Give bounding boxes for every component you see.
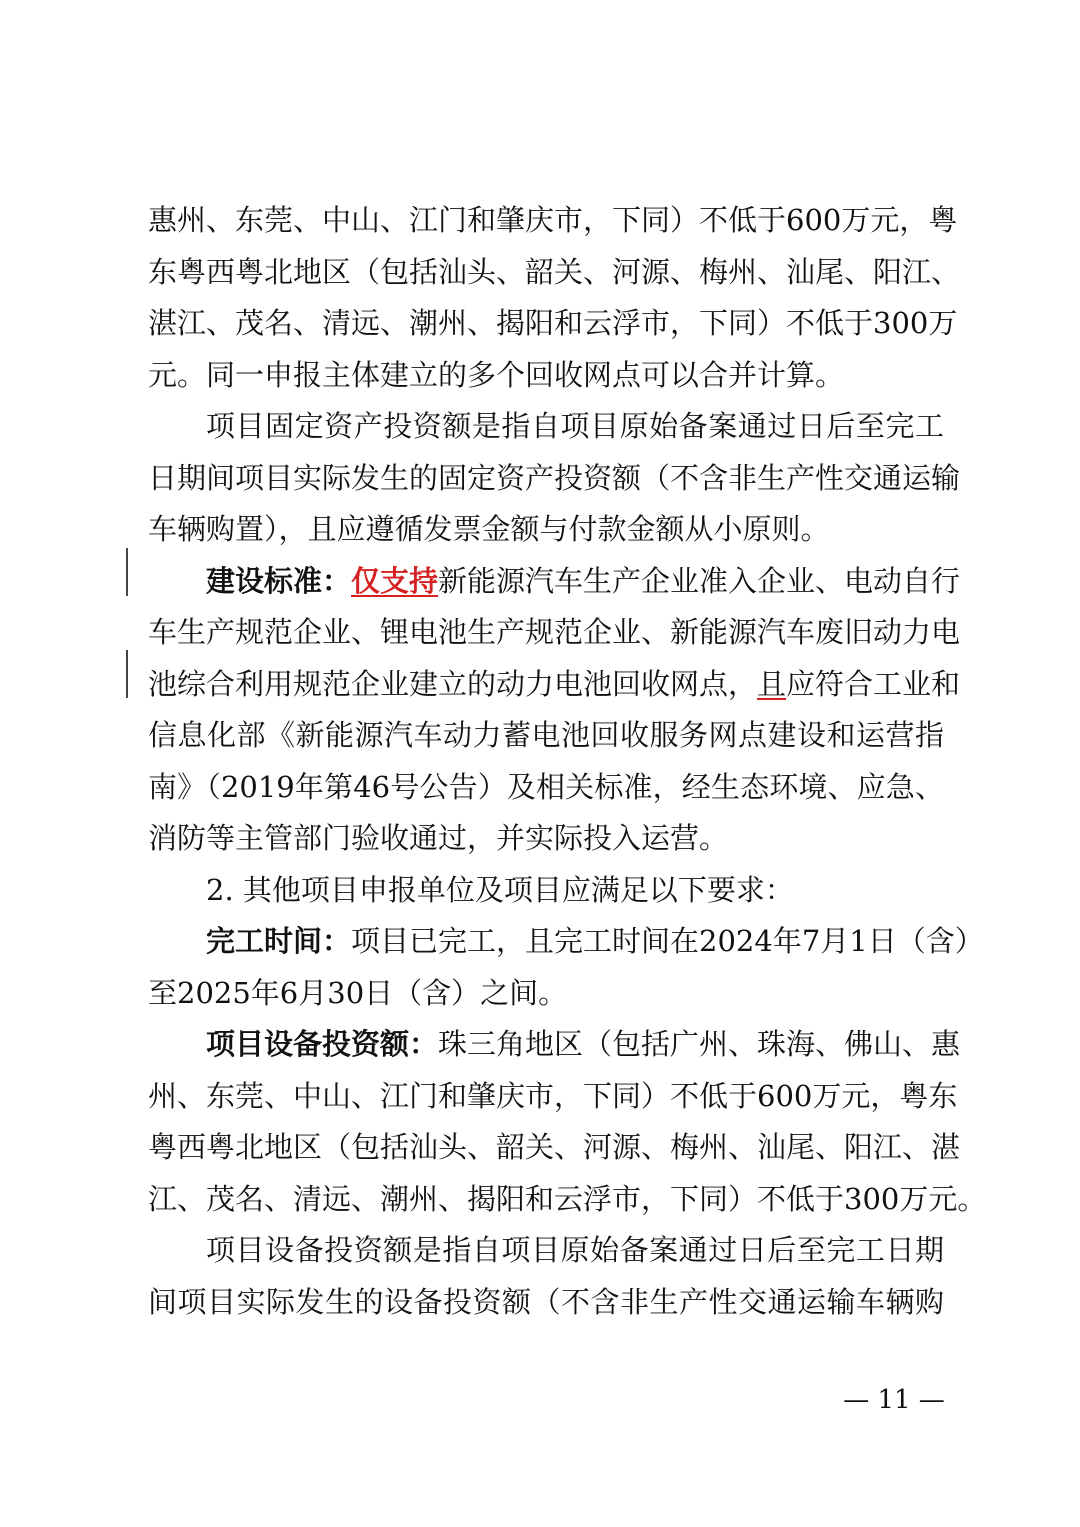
- completion-time-label: 完工时间：: [206, 924, 352, 958]
- text-line: 间项目实际发生的设备投资额（不含非生产性交通运输车辆购: [148, 1285, 944, 1319]
- text-line: [148, 664, 961, 704]
- equipment-investment-label: 项目设备投资额：: [206, 1027, 439, 1061]
- construction-standard-line: [206, 561, 961, 601]
- page-number: — 11 —: [843, 1385, 945, 1415]
- text-line: 至2025年6月30日（含）之间。: [148, 976, 568, 1010]
- construction-standard-label: 建设标准：: [206, 564, 352, 598]
- text-line: 元。同一申报主体建立的多个回收网点可以合并计算。: [148, 358, 845, 392]
- equipment-investment-line: [206, 1024, 961, 1064]
- text-line: 日期间项目实际发生的固定资产投资额（不含非生产性交通运输: [148, 461, 961, 495]
- text-line: 车生产规范企业、锂电池生产规范企业、新能源汽车废旧动力电: [148, 615, 961, 649]
- text-line: 江、茂名、清远、潮州、揭阳和云浮市，下同）不低于300万元。: [148, 1182, 987, 1216]
- text-span: 项目已完工，且完工时间在2024年7月1日（含）: [351, 924, 984, 958]
- text-line: 消防等主管部门验收通过，并实际投入运营。: [148, 821, 729, 855]
- text-span: 新能源汽车生产企业准入企业、电动自行: [438, 564, 961, 598]
- text-line: 惠州、东莞、中山、江门和肇庆市，下同）不低于600万元，粤: [148, 203, 958, 237]
- text-line: 南》（2019年第46号公告）及相关标准，经生态环境、应急、: [148, 770, 944, 804]
- completion-time-line: [206, 921, 984, 961]
- revision-bar: [126, 650, 128, 698]
- text-line: 信息化部《新能源汽车动力蓄电池回收服务网点建设和运营指: [148, 718, 944, 752]
- text-line: 项目设备投资额是指自项目原始备案通过日后至完工日期: [206, 1233, 944, 1267]
- text-line: 湛江、茂名、清远、潮州、揭阳和云浮市，下同）不低于300万: [148, 306, 958, 340]
- list-item-heading: 2. 其他项目申报单位及项目应满足以下要求：: [206, 873, 794, 907]
- text-span: 池综合利用规范企业建立的动力电池回收网点，: [148, 667, 758, 701]
- text-line: 东粤西粤北地区（包括汕头、韶关、河源、梅州、汕尾、阳江、: [148, 255, 961, 289]
- tracked-change-text: 仅支持: [351, 564, 439, 598]
- tracked-change-text: 且: [757, 667, 787, 701]
- text-span: 应符合工业和: [786, 667, 961, 701]
- text-line: 粤西粤北地区（包括汕头、韶关、河源、梅州、汕尾、阳江、湛: [148, 1130, 961, 1164]
- text-line: 项目固定资产投资额是指自项目原始备案通过日后至完工: [206, 409, 944, 443]
- text-line: 车辆购置），且应遵循发票金额与付款金额从小原则。: [148, 512, 830, 546]
- text-line: 州、东莞、中山、江门和肇庆市，下同）不低于600万元，粤东: [148, 1079, 958, 1113]
- revision-bar: [126, 548, 128, 596]
- text-span: 珠三角地区（包括广州、珠海、佛山、惠: [438, 1027, 961, 1061]
